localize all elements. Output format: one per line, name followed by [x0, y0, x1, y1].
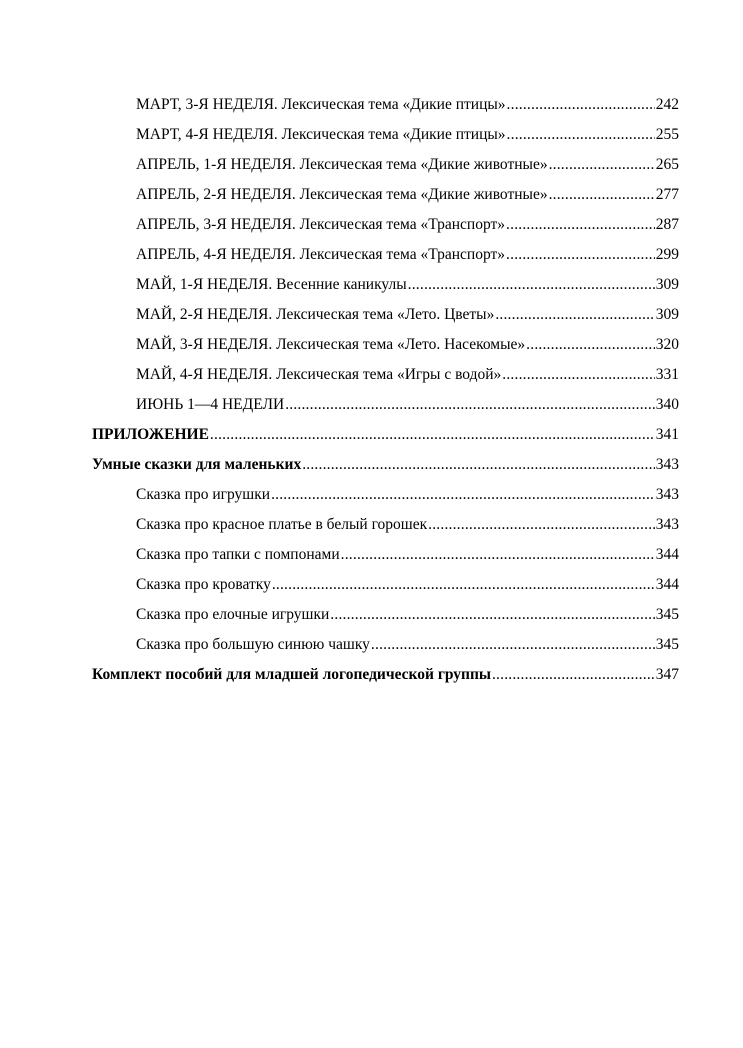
- toc-entry-page: 277: [655, 186, 679, 203]
- toc-entry-page: 242: [655, 96, 679, 113]
- toc-entry: [92, 360, 679, 390]
- toc-entry-page: 255: [655, 126, 679, 143]
- toc-entry-page: 287: [655, 216, 679, 233]
- toc-section-entry: [92, 420, 679, 450]
- toc-entry-title: Сказка про игрушки: [136, 486, 271, 503]
- toc-entry: [92, 570, 679, 600]
- toc-entry: [92, 180, 679, 210]
- toc-leader-dots: [408, 270, 655, 300]
- toc-entry: [92, 90, 679, 120]
- toc-entry-title: МАЙ, 1-Я НЕДЕЛЯ. Весенние каникулы: [136, 276, 407, 293]
- toc-leader-dots: [495, 300, 654, 330]
- toc-section-title: Умные сказки для маленьких: [92, 456, 302, 473]
- toc-entry: [92, 600, 679, 630]
- toc-leader-dots: [272, 570, 655, 600]
- toc-entry-title: Сказка про большую синюю чашку: [136, 636, 370, 653]
- toc-entry-page: 331: [655, 366, 679, 383]
- toc-entry: [92, 330, 679, 360]
- toc-entry-page: 309: [655, 306, 679, 323]
- toc-entry-page: 340: [655, 396, 679, 413]
- toc-leader-dots: [549, 150, 655, 180]
- toc-entry-title: Сказка про елочные игрушки: [136, 606, 330, 623]
- toc-section-entry: [92, 660, 679, 690]
- toc-leader-dots: [302, 450, 655, 480]
- toc-entry-page: 347: [655, 666, 679, 683]
- toc-entry-page: 343: [655, 516, 679, 533]
- toc-entry: [92, 510, 679, 540]
- toc-entry-title: АПРЕЛЬ, 1-Я НЕДЕЛЯ. Лексическая тема «Дикие животные»: [136, 156, 548, 173]
- toc-leader-dots: [506, 240, 655, 270]
- toc-entry-page: 341: [655, 426, 679, 443]
- toc-entry: [92, 480, 679, 510]
- toc-entry: [92, 630, 679, 660]
- toc-entry-title: МАЙ, 2-Я НЕДЕЛЯ. Лексическая тема «Лето. Цветы»: [136, 306, 495, 323]
- toc-leader-dots: [341, 540, 655, 570]
- toc-entry-title: АПРЕЛЬ, 3-Я НЕДЕЛЯ. Лексическая тема «Транспорт»: [136, 216, 506, 233]
- toc-entry: [92, 150, 679, 180]
- toc-entry: [92, 210, 679, 240]
- toc-entry: [92, 540, 679, 570]
- toc-entry-title: МАРТ, 3-Я НЕДЕЛЯ. Лексическая тема «Дикие птицы»: [136, 96, 506, 113]
- toc-entry-title: МАЙ, 4-Я НЕДЕЛЯ. Лексическая тема «Игры с водой»: [136, 366, 502, 383]
- toc-entry-title: Сказка про тапки с помпонами: [136, 546, 340, 563]
- table-of-contents: [92, 90, 679, 690]
- toc-entry-title: МАЙ, 3-Я НЕДЕЛЯ. Лексическая тема «Лето. Насекомые»: [136, 336, 526, 353]
- toc-entry-title: ИЮНЬ 1—4 НЕДЕЛИ: [136, 396, 285, 413]
- toc-entry-page: 344: [655, 576, 679, 593]
- toc-entry: [92, 120, 679, 150]
- toc-entry-page: 320: [655, 336, 679, 353]
- toc-leader-dots: [271, 480, 655, 510]
- toc-entry-page: 343: [655, 456, 679, 473]
- toc-leader-dots: [506, 210, 655, 240]
- toc-leader-dots: [507, 90, 655, 120]
- toc-entry-title: Сказка про красное платье в белый горошек: [136, 516, 428, 533]
- toc-entry-page: 299: [655, 246, 679, 263]
- toc-section-title: Комплект пособий для младшей логопедической группы: [92, 666, 491, 683]
- toc-entry-page: 345: [655, 636, 679, 653]
- toc-leader-dots: [371, 630, 655, 660]
- toc-leader-dots: [330, 600, 654, 630]
- toc-section-title: ПРИЛОЖЕНИЕ: [92, 426, 209, 443]
- toc-leader-dots: [526, 330, 655, 360]
- toc-entry-title: АПРЕЛЬ, 2-Я НЕДЕЛЯ. Лексическая тема «Дикие животные»: [136, 186, 548, 203]
- toc-section-entry: [92, 450, 679, 480]
- toc-entry: [92, 270, 679, 300]
- toc-leader-dots: [507, 120, 655, 150]
- toc-entry-title: Сказка про кроватку: [136, 576, 271, 593]
- toc-leader-dots: [428, 510, 655, 540]
- toc-entry-page: 265: [655, 156, 679, 173]
- toc-entry-page: 309: [655, 276, 679, 293]
- toc-leader-dots: [502, 360, 654, 390]
- toc-entry-title: АПРЕЛЬ, 4-Я НЕДЕЛЯ. Лексическая тема «Транспорт»: [136, 246, 506, 263]
- toc-entry: [92, 390, 679, 420]
- toc-leader-dots: [210, 420, 655, 450]
- toc-entry: [92, 240, 679, 270]
- toc-leader-dots: [492, 660, 655, 690]
- toc-leader-dots: [285, 390, 655, 420]
- toc-entry-page: 344: [655, 546, 679, 563]
- toc-entry-title: МАРТ, 4-Я НЕДЕЛЯ. Лексическая тема «Дикие птицы»: [136, 126, 506, 143]
- toc-leader-dots: [549, 180, 655, 210]
- toc-entry-page: 345: [655, 606, 679, 623]
- toc-entry: [92, 300, 679, 330]
- toc-entry-page: 343: [655, 486, 679, 503]
